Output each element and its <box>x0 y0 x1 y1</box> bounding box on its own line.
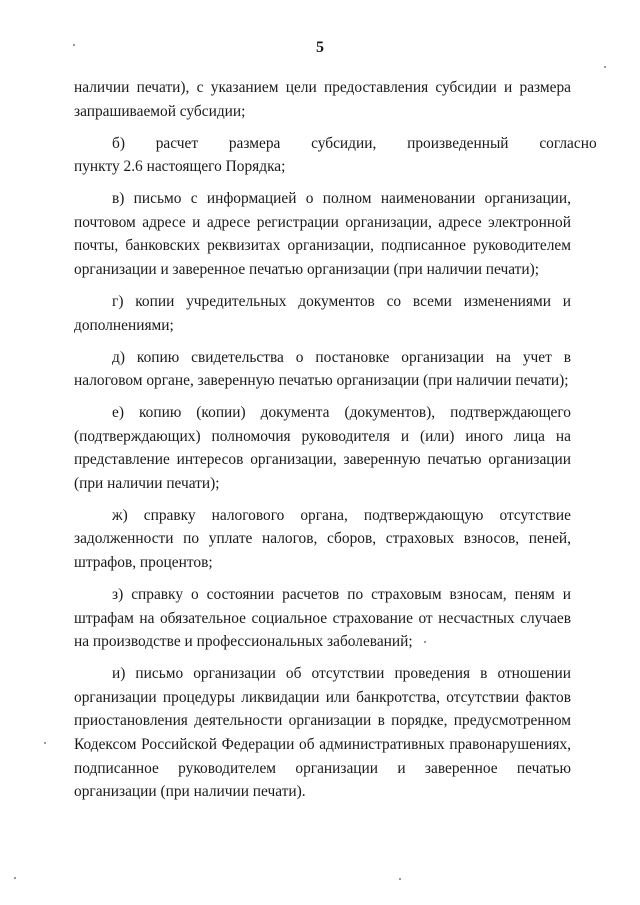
scan-speck <box>604 66 606 68</box>
scan-speck <box>399 878 401 880</box>
paragraph-v: в) письмо с информацией о полном наименовании организации, почтовом адресе и адресе регистрации организации, адресе электронной почты, банковских реквизитах организации, подписанное руководителем организации и заверенное печатью организации (при наличии печати); <box>74 190 571 278</box>
paragraph-i: и) письмо организации об отсутствии проведения в отношении организации процедуры ликвидации или банкротства, отсутствии фактов приостановления деятельности организации в порядке, предусмотренном Кодексом Российской Федерации об административных правонарушениях, подписанное руководителем организации и заверенное печатью организации (при наличии печати). <box>74 665 571 801</box>
paragraph-continuation-line2: запрашиваемой субсидии; <box>74 102 246 120</box>
scan-speck <box>44 742 46 744</box>
paragraph-e: е) копию (копии) документа (документов), подтверждающего (подтверждающих) полномочия руководителя и (или) иного лица на представление интересов организации, заверенную печатью организации (при наличии печати); <box>74 404 571 492</box>
document-body <box>74 76 597 812</box>
scan-speck <box>424 641 426 643</box>
paragraph-b <box>74 132 597 179</box>
paragraph-d: д) копию свидетельства о постановке организации на учет в налоговом органе, заверенную печатью организации (при наличии печати); <box>74 348 571 390</box>
scan-speck <box>14 877 16 879</box>
paragraph-g: г) копии учредительных документов со всеми изменениями и дополнениями; <box>74 292 571 334</box>
paragraph-b-line1: б) расчет размера субсидии, произведенный согласно <box>112 134 597 152</box>
scan-speck <box>73 44 75 46</box>
paragraph-zh: ж) справку налогового органа, подтверждающую отсутствие задолженности по уплате налогов, сборов, страховых взносов, пеней, штрафов, процентов; <box>74 506 571 572</box>
paragraph-continuation-line1: наличии печати), с указанием цели предоставления субсидии и размера <box>74 79 571 96</box>
page-number: 5 <box>316 39 324 56</box>
paragraph-b-line2: пункту 2.6 настоящего Порядка; <box>74 158 286 176</box>
paragraph-z: з) справку о состоянии расчетов по страховым взносам, пеням и штрафам на обязательное социальное страхование от несчастных случаев на производстве и профессиональных заболеваний; <box>74 586 571 651</box>
paragraph-continuation <box>74 76 571 123</box>
